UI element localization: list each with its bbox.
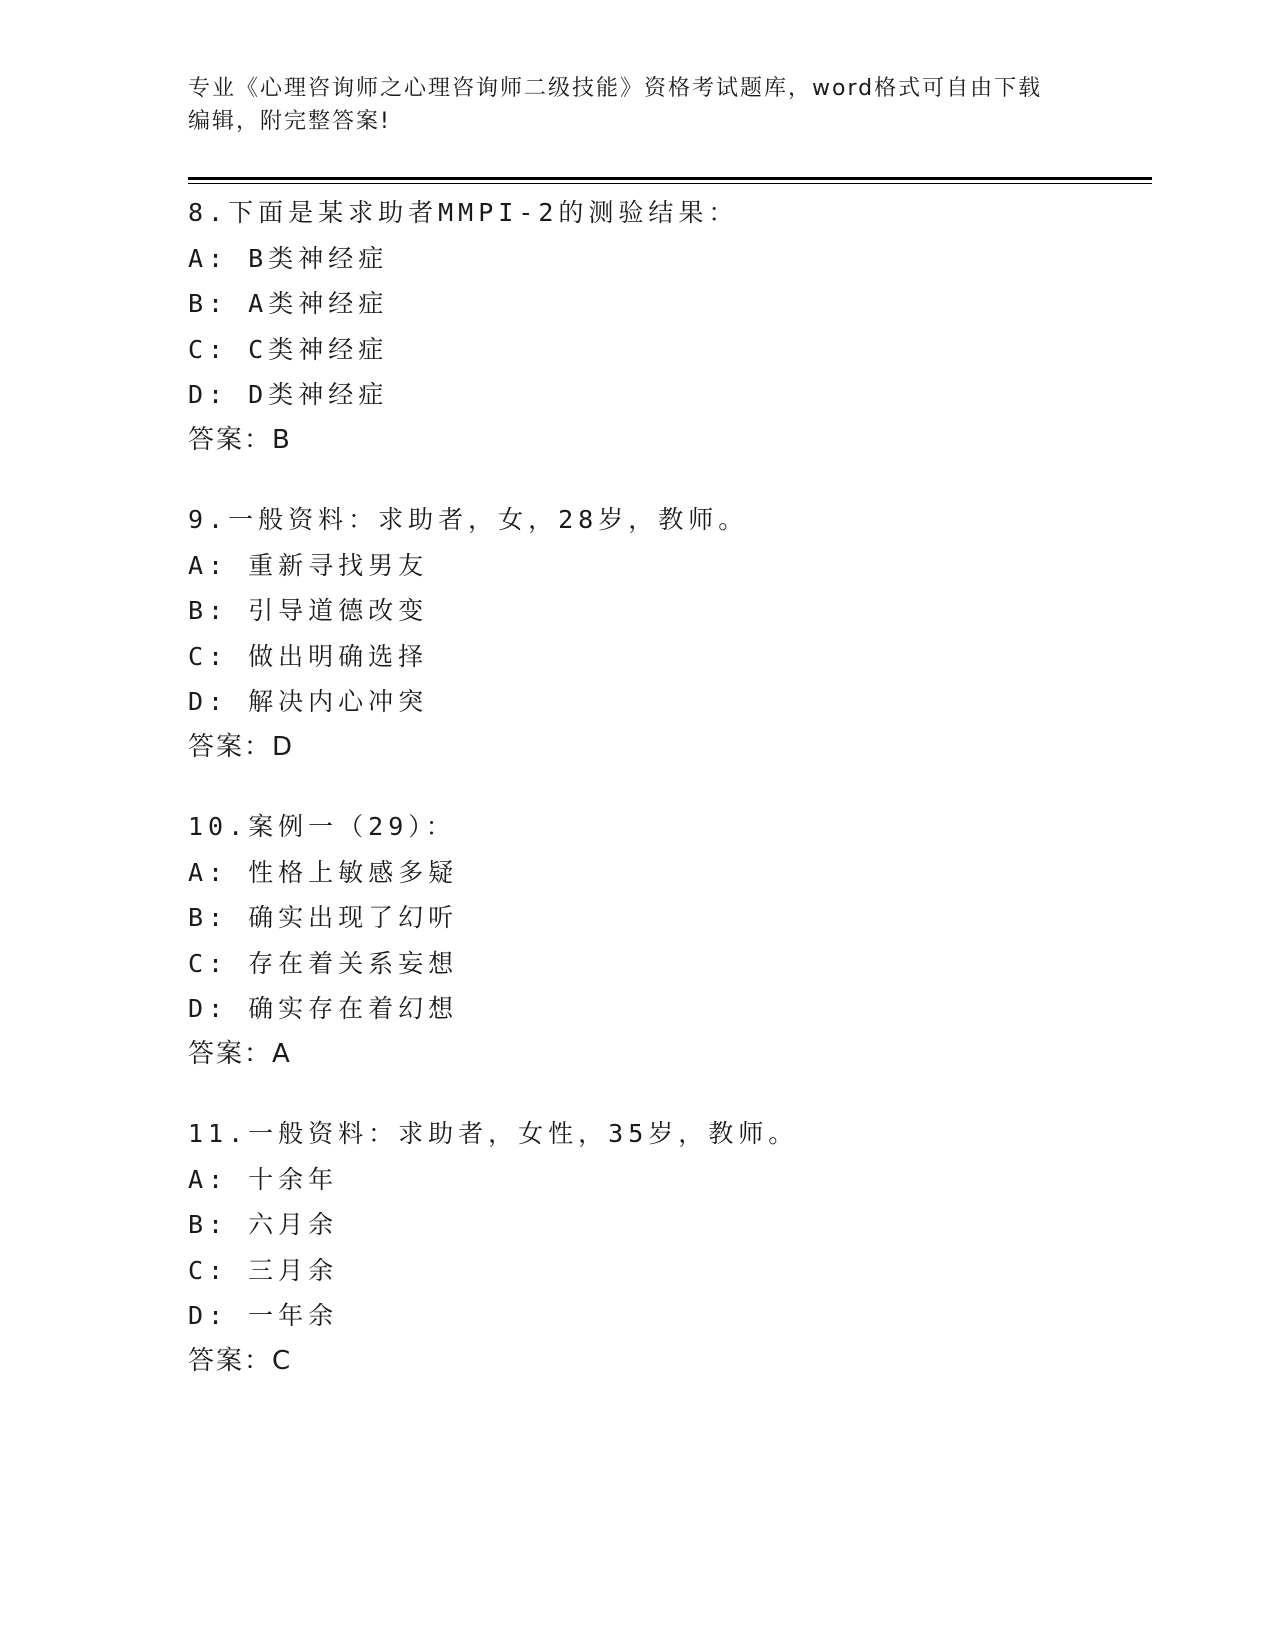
question-9: [188, 497, 1148, 770]
option-d: D: 一年余: [188, 1301, 339, 1330]
option-c: C: C类神经症: [188, 334, 389, 364]
option-a: A: 十余年: [188, 1164, 339, 1194]
question-stem: 9.一般资料：求助者，女，28岁，教师。: [188, 505, 749, 534]
option-c: C: 做出明确选择: [188, 641, 429, 671]
option-b: B: 六月余: [188, 1210, 339, 1239]
question-stem: 10.案例一（29）：: [188, 812, 456, 841]
option-b: B: 引导道德改变: [188, 596, 429, 625]
question-stem: 11.一般资料：求助者，女性，35岁，教师。: [188, 1119, 799, 1148]
answer-line: 答案：A: [188, 1038, 292, 1069]
header-divider-thick: [188, 177, 1152, 180]
option-d: D: 确实存在着幻想: [188, 994, 459, 1023]
header-divider-thin: [188, 183, 1152, 184]
option-a: A: B类神经症: [188, 243, 389, 273]
option-a: A: 重新寻找男友: [188, 550, 429, 580]
document-header: [188, 72, 1088, 138]
option-d: D: 解决内心冲突: [188, 687, 429, 716]
answer-line: 答案：D: [188, 731, 295, 762]
question-stem: 8.下面是某求助者MMPI-2的测验结果：: [188, 198, 739, 227]
question-8: [188, 190, 1148, 463]
option-c: C: 存在着关系妄想: [188, 948, 459, 978]
option-d: D: D类神经症: [188, 380, 389, 409]
option-b: B: A类神经症: [188, 289, 389, 318]
option-a: A: 性格上敏感多疑: [188, 857, 459, 887]
question-list: [188, 190, 1148, 1418]
question-11: [188, 1111, 1148, 1384]
question-10: [188, 804, 1148, 1077]
answer-line: 答案：C: [188, 1345, 293, 1376]
answer-line: 答案：B: [188, 424, 292, 455]
header-line-1: 专业《心理咨询师之心理咨询师二级技能》资格考试题库，word格式可自由下载: [188, 76, 1043, 101]
header-line-2: 编辑，附完整答案!: [188, 109, 391, 134]
option-b: B: 确实出现了幻听: [188, 903, 459, 932]
option-c: C: 三月余: [188, 1255, 339, 1285]
